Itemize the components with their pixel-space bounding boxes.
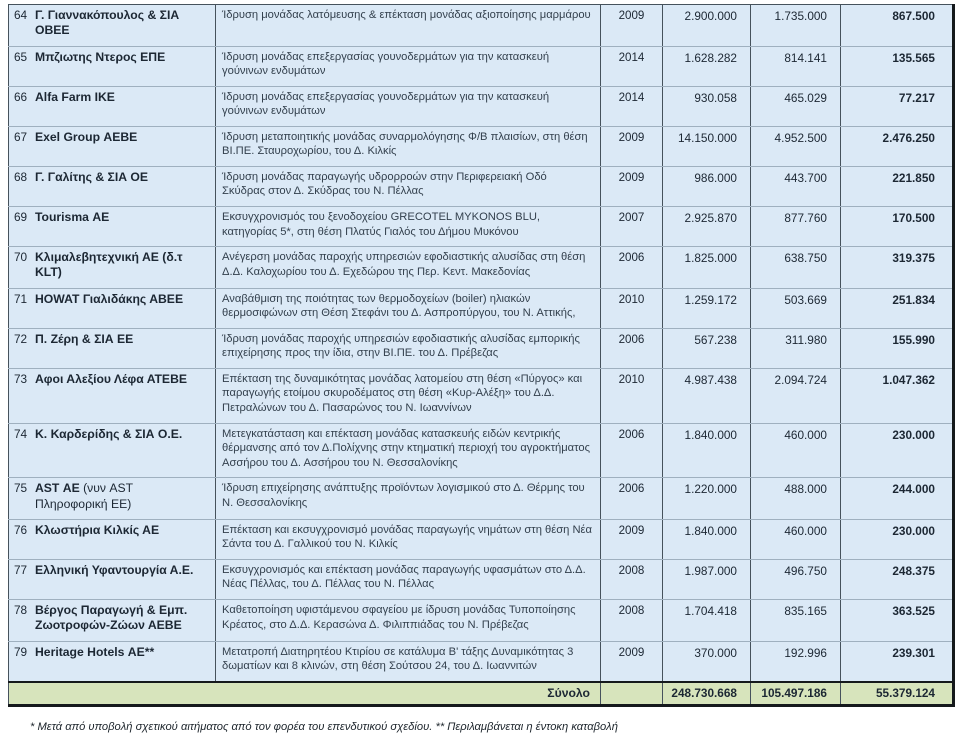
year-cell: 2008 — [601, 559, 663, 599]
paid-cell: 363.525 — [841, 600, 954, 642]
row-number: 70 — [14, 250, 28, 265]
paid-cell: 221.850 — [841, 166, 954, 206]
row-number: 77 — [14, 562, 28, 577]
paid-cell: 155.990 — [841, 328, 954, 368]
paid-cell: 170.500 — [841, 207, 954, 247]
company-name: Π. Ζέρη & ΣΙΑ ΕΕ — [35, 331, 134, 346]
year-cell: 2009 — [601, 166, 663, 206]
total-paid-cell: 55.379.124 — [841, 682, 954, 706]
cost-cell: 1.840.000 — [663, 423, 751, 478]
year-cell: 2010 — [601, 368, 663, 423]
description-cell: Ίδρυση επιχείρησης ανάπτυξης προϊόντων λογισμικού στο Δ. Θέρμης του Ν. Θεσσαλονίκης — [216, 478, 601, 520]
paid-cell: 135.565 — [841, 46, 954, 86]
paid-cell: 867.500 — [841, 5, 954, 47]
aid-cell: 2.094.724 — [751, 368, 841, 423]
year-cell: 2006 — [601, 328, 663, 368]
description-cell: Εκσυγχρονισμός και επέκταση μονάδας παραγωγής υφασμάτων στο Δ.Δ. Νέας Πέλλας, του Δ. Πέλλας του Ν. Πέλλας — [216, 559, 601, 599]
table-row — [9, 126, 954, 166]
paid-cell: 2.476.250 — [841, 126, 954, 166]
table-row — [9, 288, 954, 328]
paid-cell: 230.000 — [841, 519, 954, 559]
paid-cell: 244.000 — [841, 478, 954, 520]
paid-cell: 319.375 — [841, 247, 954, 289]
company-cell — [9, 86, 216, 126]
company-cell — [9, 46, 216, 86]
company-name: Γ. Γιαννακόπουλος & ΣΙΑ ΟΒΕΕ — [35, 8, 180, 38]
paid-cell: 1.047.362 — [841, 368, 954, 423]
cost-cell: 4.987.438 — [663, 368, 751, 423]
year-cell: 2010 — [601, 288, 663, 328]
paid-cell: 251.834 — [841, 288, 954, 328]
paid-cell: 239.301 — [841, 641, 954, 682]
footnote-text: * Μετά από υποβολή σχετικού αιτήματος από τον φορέα του επενδυτικού σχεδίου. ** Περιλαμβάνεται η έντοκη καταβολή — [30, 720, 618, 733]
company-name: HOWAT Γιαλιδάκης ΑΒΕΕ — [35, 291, 184, 306]
description-cell: Καθετοποίηση υφιστάμενου σφαγείου με ίδρυση μονάδας Τυποποίησης Κρέατος, στο Δ.Δ. Κερασώνα Δ. Φιλιππιάδας του Ν. Πρέβεζας — [216, 600, 601, 642]
total-aid-cell: 105.497.186 — [751, 682, 841, 706]
year-cell: 2006 — [601, 247, 663, 289]
aid-cell: 460.000 — [751, 519, 841, 559]
description-cell: Μετεγκατάσταση και επέκταση μονάδας κατασκευής ειδών κεντρικής θέρμανσης από τον Δ.Πολίχνης στην κτηματική περιοχή του αγροκτήματος Ασσήρου του Δ. Ασσήρου του Ν. Θεσσαλονίκης — [216, 423, 601, 478]
aid-cell: 496.750 — [751, 559, 841, 599]
description-cell: Ανέγερση μονάδας παροχής υπηρεσιών εφοδιαστικής αλυσίδας στη θέση Δ.Δ. Καλοχωρίου του Δ. Εχεδώρου της Περ. Κεντ. Μακεδονίας — [216, 247, 601, 289]
cost-cell: 1.825.000 — [663, 247, 751, 289]
table-row — [9, 166, 954, 206]
year-cell: 2006 — [601, 478, 663, 520]
aid-cell: 638.750 — [751, 247, 841, 289]
company-cell — [9, 641, 216, 682]
company-cell — [9, 126, 216, 166]
company-name: Μπζιωτης Ντερος ΕΠΕ — [35, 49, 166, 64]
year-cell: 2014 — [601, 86, 663, 126]
company-name: AST ΑΕ (νυν AST Πληροφορική ΕΕ) — [35, 481, 133, 511]
row-number: 68 — [14, 169, 28, 184]
table-row — [9, 5, 954, 47]
table-row — [9, 86, 954, 126]
cost-cell: 2.925.870 — [663, 207, 751, 247]
aid-cell: 4.952.500 — [751, 126, 841, 166]
investment-projects-table — [8, 4, 955, 707]
company-cell — [9, 207, 216, 247]
company-name: Exel Group ΑΕΒΕ — [35, 129, 138, 144]
paid-cell: 77.217 — [841, 86, 954, 126]
aid-cell: 1.735.000 — [751, 5, 841, 47]
company-cell — [9, 600, 216, 642]
table-row — [9, 423, 954, 478]
row-number: 78 — [14, 603, 28, 617]
table-row — [9, 247, 954, 289]
company-cell — [9, 423, 216, 478]
table-row — [9, 328, 954, 368]
table-row — [9, 641, 954, 682]
aid-cell: 192.996 — [751, 641, 841, 682]
row-number: 72 — [14, 331, 28, 346]
aid-cell: 488.000 — [751, 478, 841, 520]
cost-cell: 1.704.418 — [663, 600, 751, 642]
company-name: Βέργος Παραγωγή & Εμπ. Ζωοτροφών-Ζώων ΑΕΒΕ — [35, 603, 188, 633]
company-name: Ελληνική Υφαντουργία Α.Ε. — [35, 562, 194, 577]
row-number: 64 — [14, 8, 28, 22]
paid-cell: 230.000 — [841, 423, 954, 478]
company-cell — [9, 288, 216, 328]
description-cell: Επέκταση και εκσυγχρονισμό μονάδας παραγωγής νημάτων στη θέση Νέα Σάντα του Δ. Γαλλικού του Ν. Κιλκίς — [216, 519, 601, 559]
aid-cell: 465.029 — [751, 86, 841, 126]
row-number: 69 — [14, 210, 28, 224]
company-name: Κλιμαλεβητεχνική ΑΕ (δ.τ KLT) — [35, 250, 183, 280]
year-cell: 2009 — [601, 126, 663, 166]
description-cell: Ίδρυση μονάδας επεξεργασίας γουνοδερμάτων για την κατασκευή γούνινων ενδυμάτων — [216, 46, 601, 86]
year-cell: 2009 — [601, 641, 663, 682]
row-number: 66 — [14, 89, 28, 104]
cost-cell: 1.220.000 — [663, 478, 751, 520]
company-cell — [9, 478, 216, 520]
aid-cell: 503.669 — [751, 288, 841, 328]
table-row — [9, 478, 954, 520]
row-number: 71 — [14, 291, 28, 306]
description-cell: Ίδρυση μονάδας επεξεργασίας γουνοδερμάτων για την κατασκευή γούνινων ενδυμάτων — [216, 86, 601, 126]
table-row — [9, 519, 954, 559]
company-name: Κ. Καρδερίδης & ΣΙΑ Ο.Ε. — [35, 426, 183, 441]
company-name: Heritage Hotels ΑΕ** — [35, 644, 155, 659]
cost-cell: 1.259.172 — [663, 288, 751, 328]
total-cost-cell: 248.730.668 — [663, 682, 751, 706]
cost-cell: 930.058 — [663, 86, 751, 126]
aid-cell: 835.165 — [751, 600, 841, 642]
table-wrap — [8, 4, 955, 733]
cost-cell: 2.900.000 — [663, 5, 751, 47]
aid-cell: 443.700 — [751, 166, 841, 206]
year-cell: 2006 — [601, 423, 663, 478]
description-cell: Ίδρυση μεταποιητικής μονάδας συναρμολόγησης Φ/Β πλαισίων, στη θέση ΒΙ.ΠΕ. Σταυροχωρίου, του Δ. Κιλκίς — [216, 126, 601, 166]
description-cell: Εκσυγχρονισμός του ξενοδοχείου GRECOTEL MYKONOS BLU, κατηγορίας 5*, στη θέση Πλατύς Γιαλός του Δήμου Μυκόνου — [216, 207, 601, 247]
description-cell: Μετατροπή Διατηρητέου Κτιρίου σε κατάλυμα Β' τάξης Δυναμικότητας 3 δωματίων και 8 κλινών, στη θέση Σούτσου 24, του Δ. Ιωαννιτών — [216, 641, 601, 682]
total-row — [9, 682, 954, 706]
company-cell — [9, 247, 216, 289]
description-cell: Ίδρυση μονάδας παροχής υπηρεσιών εφοδιαστικής αλυσίδας εμπορικής επιχείρησης προς την ίδια, στην ΒΙ.ΠΕ. του Δ. Πρέβεζας — [216, 328, 601, 368]
table-row — [9, 559, 954, 599]
aid-cell: 814.141 — [751, 46, 841, 86]
row-number: 65 — [14, 49, 28, 64]
row-number: 67 — [14, 129, 28, 144]
year-cell: 2008 — [601, 600, 663, 642]
cost-cell: 1.987.000 — [663, 559, 751, 599]
year-cell: 2009 — [601, 5, 663, 47]
company-cell — [9, 328, 216, 368]
paid-cell: 248.375 — [841, 559, 954, 599]
cost-cell: 1.628.282 — [663, 46, 751, 86]
description-cell: Ίδρυση μονάδας παραγωγής υδρορροών στην Περιφερειακή Οδό Σκύδρας στον Δ. Σκύδρας του Ν. Πέλλας — [216, 166, 601, 206]
aid-cell: 877.760 — [751, 207, 841, 247]
company-cell — [9, 368, 216, 423]
row-number: 76 — [14, 522, 28, 537]
company-cell — [9, 5, 216, 47]
cost-cell: 370.000 — [663, 641, 751, 682]
row-number: 79 — [14, 644, 28, 659]
aid-cell: 311.980 — [751, 328, 841, 368]
table-row — [9, 207, 954, 247]
cost-cell: 1.840.000 — [663, 519, 751, 559]
company-name: Tourisma ΑΕ — [35, 210, 110, 224]
company-name: Alfa Farm ΙΚΕ — [35, 89, 115, 104]
description-cell: Επέκταση της δυναμικότητας μονάδας λατομείου στη θέση «Πύργος» και παραγωγής ετοίμου σκυροδέματος στη θέση «Κυρ-Αλέξη» του Δ.Δ. Πετραλώνων του Δ. Πασαρώνος του Ν. Ιωαννίνων — [216, 368, 601, 423]
description-cell: Αναβάθμιση της ποιότητας των θερμοδοχείων (boiler) ηλιακών θερμοσιφώνων στη Θέση Στεφάνι του Δ. Ασπροπύργου, του Ν. Αττικής, — [216, 288, 601, 328]
company-cell — [9, 166, 216, 206]
cost-cell: 986.000 — [663, 166, 751, 206]
total-year-cell — [601, 682, 663, 706]
company-cell — [9, 559, 216, 599]
projects-table-body — [9, 5, 954, 682]
total-table-body — [9, 682, 954, 706]
year-cell: 2007 — [601, 207, 663, 247]
table-row — [9, 368, 954, 423]
aid-cell: 460.000 — [751, 423, 841, 478]
year-cell: 2009 — [601, 519, 663, 559]
cost-cell: 14.150.000 — [663, 126, 751, 166]
description-cell: Ίδρυση μονάδας λατόμευσης & επέκταση μονάδας αξιοποίησης μαρμάρου — [216, 5, 601, 47]
row-number: 74 — [14, 426, 28, 441]
cost-cell: 567.238 — [663, 328, 751, 368]
company-cell — [9, 519, 216, 559]
total-label: Σύνολο — [9, 682, 601, 706]
company-name: Γ. Γαλίτης & ΣΙΑ ΟΕ — [35, 169, 149, 184]
table-row — [9, 600, 954, 642]
company-name: Κλωστήρια Κιλκίς ΑΕ — [35, 522, 160, 537]
row-number: 73 — [14, 371, 28, 386]
row-number: 75 — [14, 481, 28, 496]
year-cell: 2014 — [601, 46, 663, 86]
table-row — [9, 46, 954, 86]
company-name: Αφοι Αλεξίου Λέφα ΑΤΕΒΕ — [35, 371, 187, 386]
